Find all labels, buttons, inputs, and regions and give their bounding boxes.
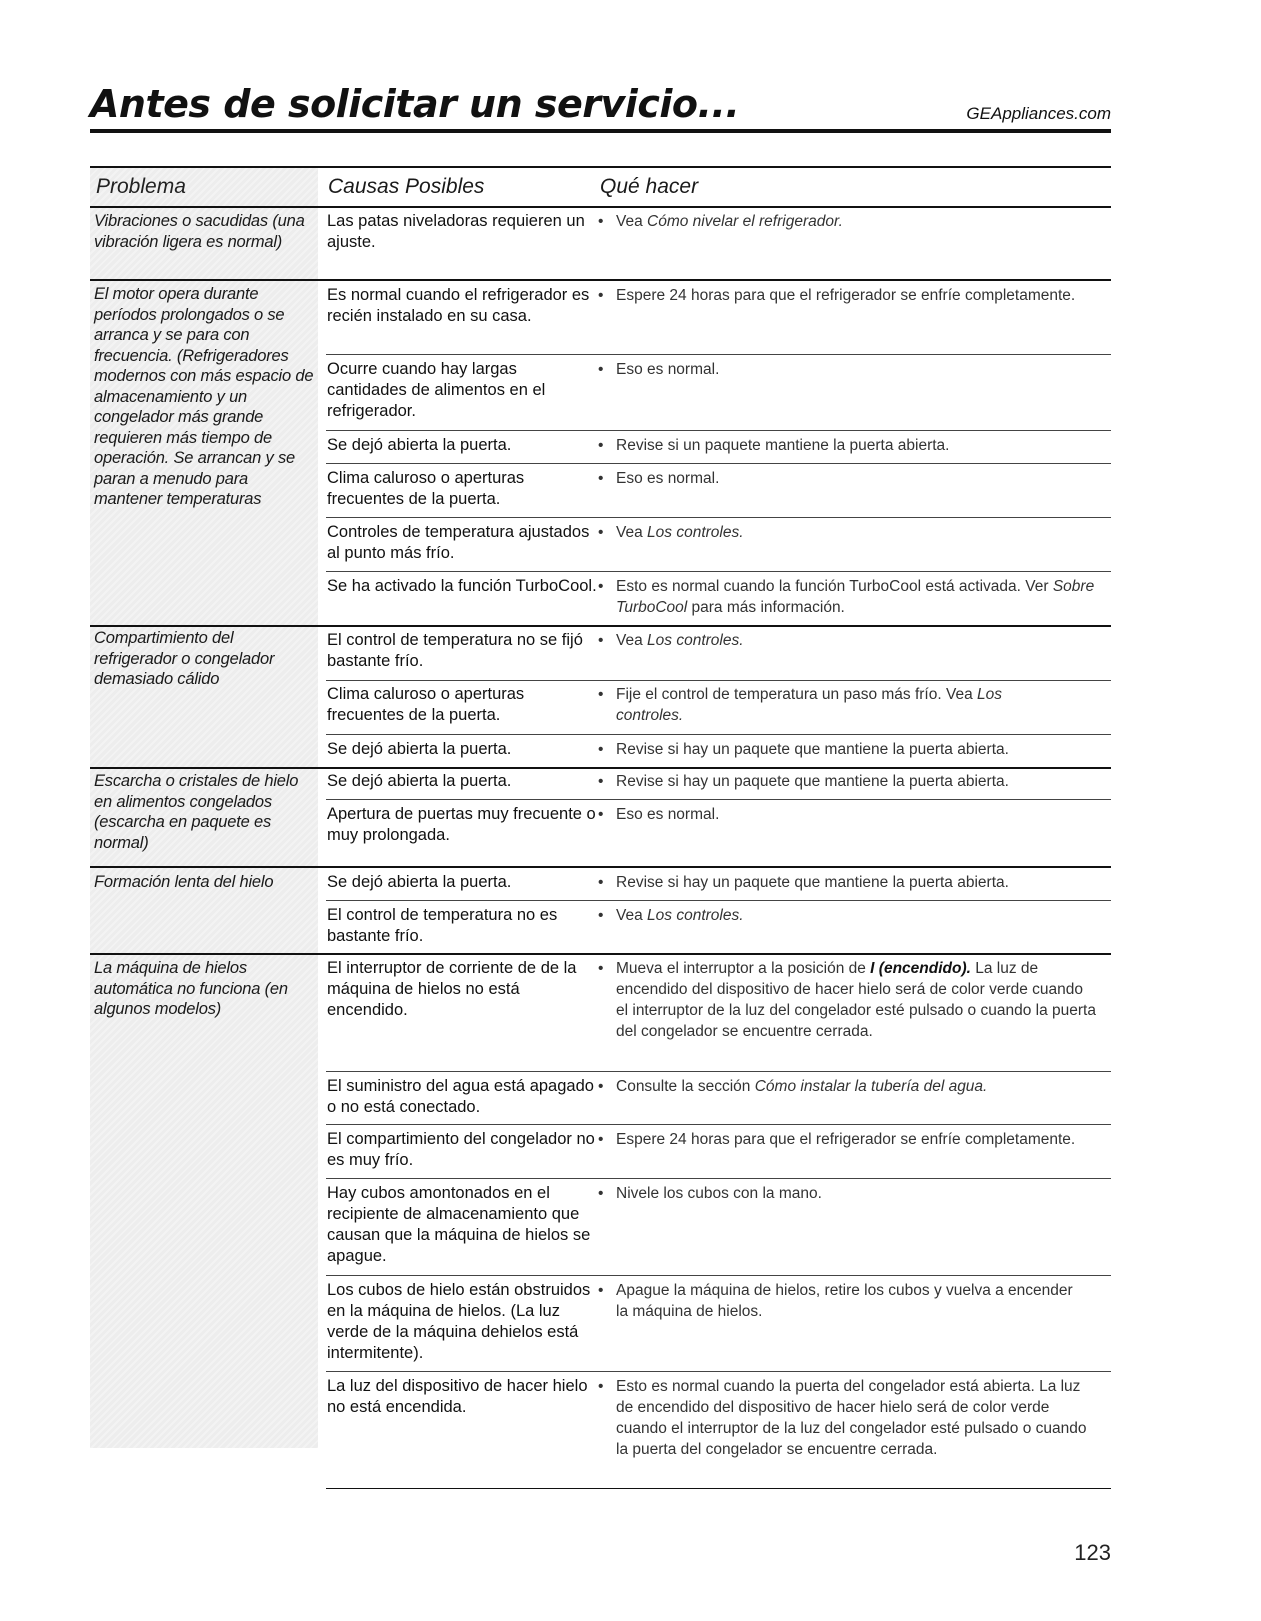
action-ver-controles (598, 630, 1136, 651)
cause-recien-instalado: Es normal cuando el refrigerador es recién instalado en su casa. (327, 286, 590, 325)
row-rule (326, 1124, 1111, 1125)
cause-cantidades: Ocurre cuando hay largas cantidades de alimentos en el refrigerador. (327, 360, 546, 420)
problem-compartimiento: Compartimiento del refrigerador o congelador demasiado cálido (94, 629, 275, 688)
bullet: • (598, 437, 604, 454)
row-rule (326, 571, 1111, 572)
cause-cubos-amontonados: Hay cubos amontonados en el recipiente de almacenamiento que causan que la máquina de hielos se apague. (327, 1184, 591, 1265)
action-text: Revise si hay un paquete que mantiene la puerta abierta. (616, 874, 1009, 891)
action-ver-controles (598, 905, 1136, 926)
row-rule (326, 1071, 1111, 1072)
bullet: • (598, 213, 604, 230)
header-rule (90, 206, 1111, 208)
table-header (90, 168, 1111, 206)
action-emphasis: I (encendido). (870, 960, 971, 977)
action-text: Revise si hay un paquete que mantiene la puerta abierta. (616, 773, 1009, 790)
action-text: Nivele los cubos con la mano. (616, 1185, 822, 1202)
action-text: Eso es normal. (616, 470, 720, 487)
action-revisar (598, 739, 1136, 760)
row-rule (326, 799, 1111, 800)
bullet: • (598, 287, 604, 304)
action-mover-interruptor (598, 958, 1096, 1042)
row-rule (326, 354, 1111, 355)
bullet: • (598, 1282, 604, 1299)
action-text: Apague la máquina de hielos, retire los cubos y vuelva a encender la máquina de hielos. (616, 1282, 1073, 1320)
header-que-hacer: Qué hacer (600, 175, 699, 198)
row-rule (326, 680, 1111, 681)
problem-maquina-hielos: La máquina de hielos automática no funciona (en algunos modelos) (94, 959, 288, 1018)
action-reference: Cómo nivelar el refrigerador. (647, 213, 843, 230)
bullet: • (598, 741, 604, 758)
action-esperar (598, 1129, 1136, 1150)
action-turbocool (598, 576, 1136, 618)
bullet: • (598, 1131, 604, 1148)
page-number: 123 (1074, 1540, 1111, 1565)
action-reference: Sobre TurboCool (616, 578, 1095, 616)
action-text: Fije el control de temperatura un paso más frío. Vea (616, 686, 977, 703)
action-text: Mueva el interruptor a la posición de (616, 960, 871, 977)
action-apagar-maquina (598, 1280, 1086, 1322)
row-rule (326, 900, 1111, 901)
row-rule (326, 430, 1111, 431)
section-rule (90, 279, 1111, 281)
action-text: Esto es normal cuando la función TurboCool está activada. Ver (616, 578, 1053, 595)
cause-cubos-obstruidos: Los cubos de hielo están obstruidos en la máquina de hielos. (La luz verde de la máquina dehielos está intermitente). (327, 1281, 591, 1362)
section-rule (90, 767, 1111, 769)
row-rule (326, 734, 1111, 735)
bullet: • (598, 1185, 604, 1202)
cause-clima: Clima caluroso o aperturas frecuentes de la puerta. (327, 685, 525, 724)
header-causas: Causas Posibles (328, 175, 485, 198)
website-url: GEAppliances.com (966, 104, 1111, 123)
bullet: • (598, 578, 604, 595)
action-text: Eso es normal. (616, 361, 720, 378)
action-text: Consulte la sección (616, 1078, 755, 1095)
problem-escarcha: Escarcha o cristales de hielo en alimentos congelados (escarcha en paquete es normal) (94, 772, 299, 852)
action-reference: Los controles. (647, 907, 744, 924)
bullet: • (598, 907, 604, 924)
section-rule (90, 625, 1111, 627)
cause-control-temp: El control de temperatura no es bastante frío. (327, 906, 558, 945)
cause-puerta-abierta: Se dejó abierta la puerta. (327, 740, 512, 758)
section-rule (90, 866, 1111, 868)
action-revisar (598, 771, 1136, 792)
action-text: Vea (616, 213, 648, 230)
cause-interruptor: El interruptor de corriente de de la máquina de hielos no está encendido. (327, 959, 577, 1019)
cause-turbocool: Se ha activado la función TurboCool. (327, 577, 597, 595)
header-problema: Problema (96, 175, 186, 198)
row-rule (326, 463, 1111, 464)
bullet: • (598, 524, 604, 541)
problem-vibraciones: Vibraciones o sacudidas (una vibración ligera es normal) (94, 212, 305, 251)
action-reference: Cómo instalar la tubería del agua. (754, 1078, 988, 1095)
action-reference: Los controles. (647, 524, 744, 541)
cause-puerta-abierta: Se dejó abierta la puerta. (327, 436, 512, 454)
action-fijar-control (598, 684, 1036, 726)
action-text: Esto es normal cuando la puerta del congelador está abierta. La luz de encendido del dispositivo de hacer hielo será de color verde cuando el interruptor de la luz del congelador esté pulsado o cuando la puerta del congelador se encuentre cerrada. (616, 1378, 1087, 1458)
cause-congelador-frio: El compartimiento del congelador no es muy frío. (327, 1130, 595, 1169)
action-nivelar-cubos (598, 1183, 1136, 1204)
action-text: Espere 24 horas para que el refrigerador se enfríe completamente. (616, 1131, 1076, 1148)
action-esperar (598, 285, 1136, 306)
table-bottom-rule (326, 1488, 1111, 1489)
cause-apertura-frecuente: Apertura de puertas muy frecuente o muy prolongada. (327, 805, 596, 844)
action-revisar (598, 435, 1136, 456)
action-text: La luz de encendido del dispositivo de hacer hielo será de color verde cuando el interruptor de la luz del congelador esté pulsado o cuando la puerta del congelador se encuentre cerrada. (616, 960, 1096, 1040)
action-text: para más información. (687, 599, 845, 616)
bullet: • (598, 1078, 604, 1095)
section-rule (90, 953, 1111, 955)
cause-suministro-agua: El suministro del agua está apagado o no está conectado. (327, 1077, 594, 1116)
action-normal (598, 804, 1136, 825)
action-reference: Los controles. (616, 686, 1002, 724)
page-title: Antes de solicitar un servicio... (90, 82, 740, 126)
bullet: • (598, 806, 604, 823)
bullet: • (598, 1378, 604, 1395)
bullet: • (598, 773, 604, 790)
cause-controles: Controles de temperatura ajustados al punto más frío. (327, 523, 590, 562)
action-text: Espere 24 horas para que el refrigerador se enfríe completamente. (616, 287, 1076, 304)
title-rule (90, 129, 1111, 133)
bullet: • (598, 632, 604, 649)
action-text: Revise si hay un paquete que mantiene la puerta abierta. (616, 741, 1009, 758)
action-text: Vea (616, 907, 648, 924)
bullet: • (598, 874, 604, 891)
cause-luz-dispositivo: La luz del dispositivo de hacer hielo no está encendida. (327, 1377, 588, 1416)
action-normal (598, 468, 1136, 489)
action-tuberia (598, 1076, 1136, 1097)
problem-motor: El motor opera durante períodos prolongados o se arranca y se para con frecuencia. (Refrigeradores modernos con más espacio de almacenamiento y un congelador más grande requieren más tiempo de operación. Se arrancan y se paran a menudo para mantener temperaturas (94, 285, 314, 508)
action-nivelar (598, 211, 1136, 232)
row-rule (326, 517, 1111, 518)
cause-puerta-abierta: Se dejó abierta la puerta. (327, 873, 512, 891)
action-normal (598, 359, 1136, 380)
cause-control-temp: El control de temperatura no se fijó bastante frío. (327, 631, 583, 670)
bullet: • (598, 470, 604, 487)
row-rule (326, 1371, 1111, 1372)
cause-puerta-abierta: Se dejó abierta la puerta. (327, 772, 512, 790)
bullet: • (598, 960, 604, 977)
action-text: Vea (616, 632, 648, 649)
action-ver-controles (598, 522, 1136, 543)
row-rule (326, 1178, 1111, 1179)
action-text: Eso es normal. (616, 806, 720, 823)
action-revisar (598, 872, 1136, 893)
action-reference: Los controles. (647, 632, 744, 649)
cause-clima: Clima caluroso o aperturas frecuentes de la puerta. (327, 469, 525, 508)
action-luz-normal (598, 1376, 1096, 1460)
problem-formacion-hielo: Formación lenta del hielo (94, 873, 274, 891)
row-rule (326, 1275, 1111, 1276)
bullet: • (598, 361, 604, 378)
bullet: • (598, 686, 604, 703)
cause-patas: Las patas niveladoras requieren un ajuste. (327, 212, 585, 251)
action-text: Revise si un paquete mantiene la puerta abierta. (616, 437, 950, 454)
action-text: Vea (616, 524, 648, 541)
